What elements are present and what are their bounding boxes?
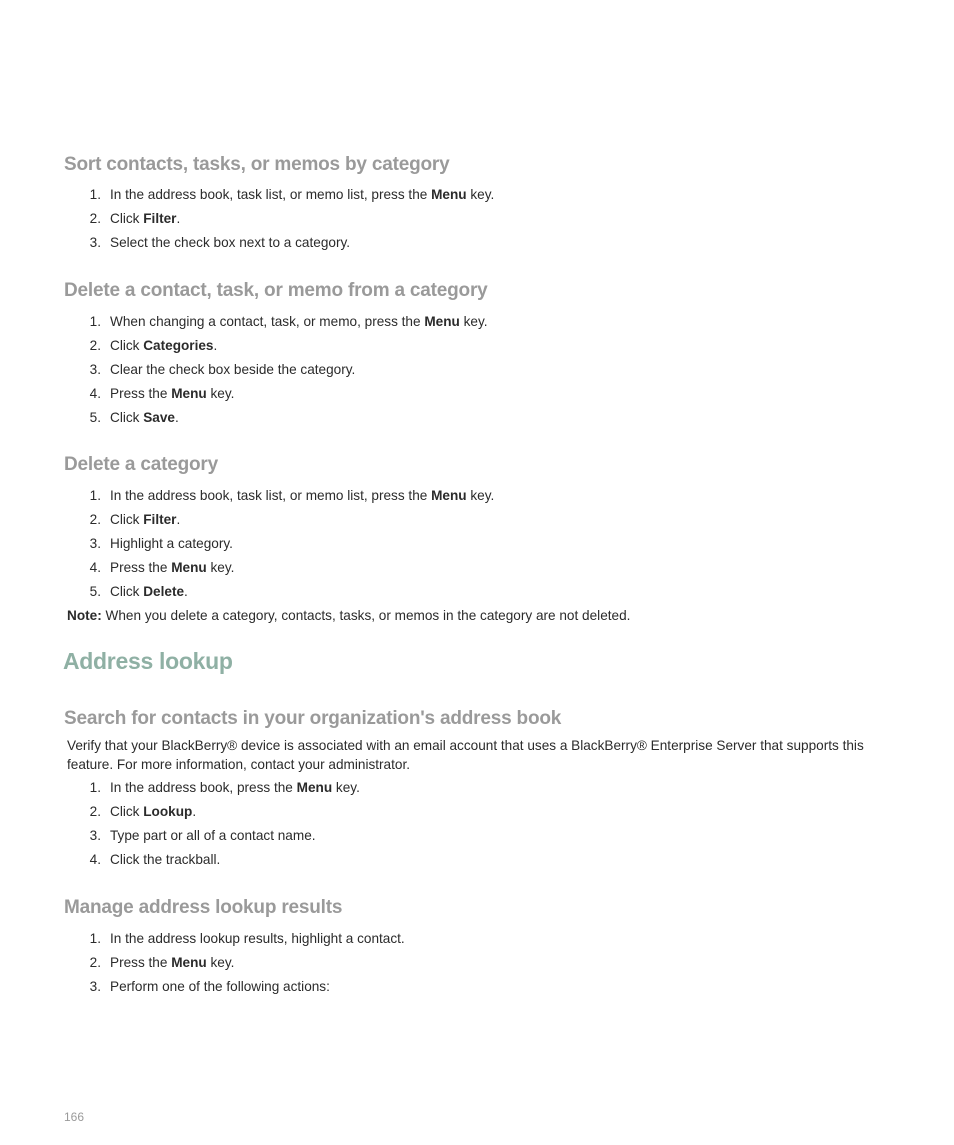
step-key-term: Menu xyxy=(171,385,207,401)
heading-delete-from-category: Delete a contact, task, or memo from a category xyxy=(64,280,488,301)
list-item xyxy=(0,559,954,583)
list-item xyxy=(0,583,954,607)
step-text-pre: Press the xyxy=(110,954,172,970)
step-text-pre: Click xyxy=(110,337,144,353)
step-number: 2. xyxy=(89,337,101,353)
list-item xyxy=(0,234,954,258)
step-number: 1. xyxy=(89,780,101,795)
step-key-term: Delete xyxy=(143,583,185,599)
list-item xyxy=(0,827,954,851)
step-key-term: Lookup xyxy=(143,803,193,819)
step-text-post: key. xyxy=(206,954,235,970)
note-label: Note: xyxy=(67,608,102,623)
steps-sort-by-category xyxy=(0,186,954,258)
step-text-post: key. xyxy=(466,187,495,202)
step-text-pre: In the address lookup results, highlight a contact. xyxy=(110,931,405,946)
step-text xyxy=(110,583,188,601)
step-text xyxy=(110,930,405,948)
step-number: 3. xyxy=(89,361,101,377)
step-text-pre: Press the xyxy=(110,559,172,575)
heading-delete-category: Delete a category xyxy=(64,454,218,475)
step-text xyxy=(110,851,220,869)
step-text xyxy=(110,978,330,996)
heading-search-contacts: Search for contacts in your organization's address book xyxy=(64,708,562,729)
step-text-pre: Highlight a category. xyxy=(110,535,233,551)
step-number: 3. xyxy=(89,978,101,994)
list-item xyxy=(0,487,954,511)
step-key-term: Filter xyxy=(143,511,177,527)
step-text-post: . xyxy=(176,511,181,527)
note-paragraph xyxy=(67,606,887,625)
step-number: 1. xyxy=(89,314,101,329)
heading-sort-by-category: Sort contacts, tasks, or memos by category xyxy=(64,154,450,175)
search-intro-paragraph: Verify that your BlackBerry® device is associated with an email account that uses a BlackBerry® Enterprise Server that supports this feature. For more information, contact your administrator. xyxy=(67,738,864,772)
step-text xyxy=(110,827,316,845)
step-text xyxy=(110,487,494,505)
steps-delete-category xyxy=(0,487,954,606)
list-item xyxy=(0,851,954,875)
step-text xyxy=(110,559,234,577)
note-text: When you delete a category, contacts, tasks, or memos in the category are not deleted. xyxy=(101,608,631,623)
step-number: 5. xyxy=(89,583,101,599)
step-number: 4. xyxy=(89,559,101,575)
step-text-pre: Click xyxy=(110,210,144,226)
step-key-term: Filter xyxy=(143,210,177,226)
step-number: 2. xyxy=(89,954,101,970)
step-text-pre: Perform one of the following actions: xyxy=(110,978,330,994)
step-number: 1. xyxy=(89,931,101,946)
list-item xyxy=(0,210,954,234)
list-item xyxy=(0,511,954,535)
step-key-term: Categories xyxy=(143,337,214,353)
step-text-pre: In the address book, press the xyxy=(110,780,297,795)
step-text xyxy=(110,535,233,553)
step-number: 2. xyxy=(89,511,101,527)
step-text-pre: Press the xyxy=(110,385,172,401)
step-number: 1. xyxy=(89,187,101,202)
step-text-pre: Click xyxy=(110,409,144,425)
step-text xyxy=(110,186,494,204)
step-text-pre: Select the check box next to a category. xyxy=(110,234,351,250)
step-text-pre: Click xyxy=(110,511,144,527)
step-text xyxy=(110,803,196,821)
step-text-pre: Click xyxy=(110,803,144,819)
step-text xyxy=(110,210,180,228)
step-number: 3. xyxy=(89,827,101,843)
list-item xyxy=(0,361,954,385)
list-item xyxy=(0,337,954,361)
step-text-post: key. xyxy=(466,488,495,503)
step-text-post: key. xyxy=(206,385,235,401)
step-key-term: Menu xyxy=(431,488,467,503)
step-text-pre: Click the trackball. xyxy=(110,851,221,867)
step-text-post: key. xyxy=(206,559,235,575)
step-text xyxy=(110,511,180,529)
heading-manage-lookup-results: Manage address lookup results xyxy=(64,897,343,918)
step-text-post: . xyxy=(174,409,179,425)
step-text-post: key. xyxy=(459,314,488,329)
heading-address-lookup: Address lookup xyxy=(63,648,233,674)
step-text xyxy=(110,385,234,403)
steps-search-contacts xyxy=(0,779,954,875)
step-key-term: Menu xyxy=(431,187,467,202)
step-text-pre: When changing a contact, task, or memo, press the xyxy=(110,314,425,329)
list-item xyxy=(0,779,954,803)
step-key-term: Menu xyxy=(424,314,460,329)
step-text-pre: Type part or all of a contact name. xyxy=(110,827,316,843)
step-number: 3. xyxy=(89,234,101,250)
step-text-post: . xyxy=(176,210,181,226)
list-item xyxy=(0,409,954,433)
step-text xyxy=(110,313,488,331)
step-number: 4. xyxy=(89,385,101,401)
step-text-pre: In the address book, task list, or memo list, press the xyxy=(110,187,432,202)
step-text-post: . xyxy=(192,803,197,819)
step-text xyxy=(110,234,350,252)
list-item xyxy=(0,313,954,337)
steps-manage-lookup-results xyxy=(0,930,954,1002)
page-number: 166 xyxy=(64,1110,85,1124)
step-text-post: . xyxy=(213,337,218,353)
list-item xyxy=(0,954,954,978)
step-text xyxy=(110,954,234,972)
step-text xyxy=(110,409,179,427)
step-key-term: Menu xyxy=(296,780,333,795)
step-number: 2. xyxy=(89,803,101,819)
step-text-pre: Clear the check box beside the category. xyxy=(110,361,356,377)
step-number: 4. xyxy=(89,851,101,867)
list-item xyxy=(0,535,954,559)
step-text-pre: In the address book, task list, or memo list, press the xyxy=(110,488,432,503)
step-text xyxy=(110,337,217,355)
step-text-post: key. xyxy=(332,780,360,795)
step-number: 5. xyxy=(89,409,101,425)
step-text-pre: Click xyxy=(110,583,144,599)
step-key-term: Menu xyxy=(171,954,207,970)
list-item xyxy=(0,930,954,954)
list-item xyxy=(0,385,954,409)
steps-delete-from-category xyxy=(0,313,954,432)
step-number: 2. xyxy=(89,210,101,226)
step-text-post: . xyxy=(184,583,188,599)
list-item xyxy=(0,803,954,827)
step-number: 3. xyxy=(89,535,101,551)
list-item xyxy=(0,978,954,1002)
step-text xyxy=(110,779,360,797)
list-item xyxy=(0,186,954,210)
step-text xyxy=(110,361,355,379)
step-key-term: Menu xyxy=(171,559,207,575)
step-number: 1. xyxy=(89,488,101,503)
step-key-term: Save xyxy=(143,409,175,425)
